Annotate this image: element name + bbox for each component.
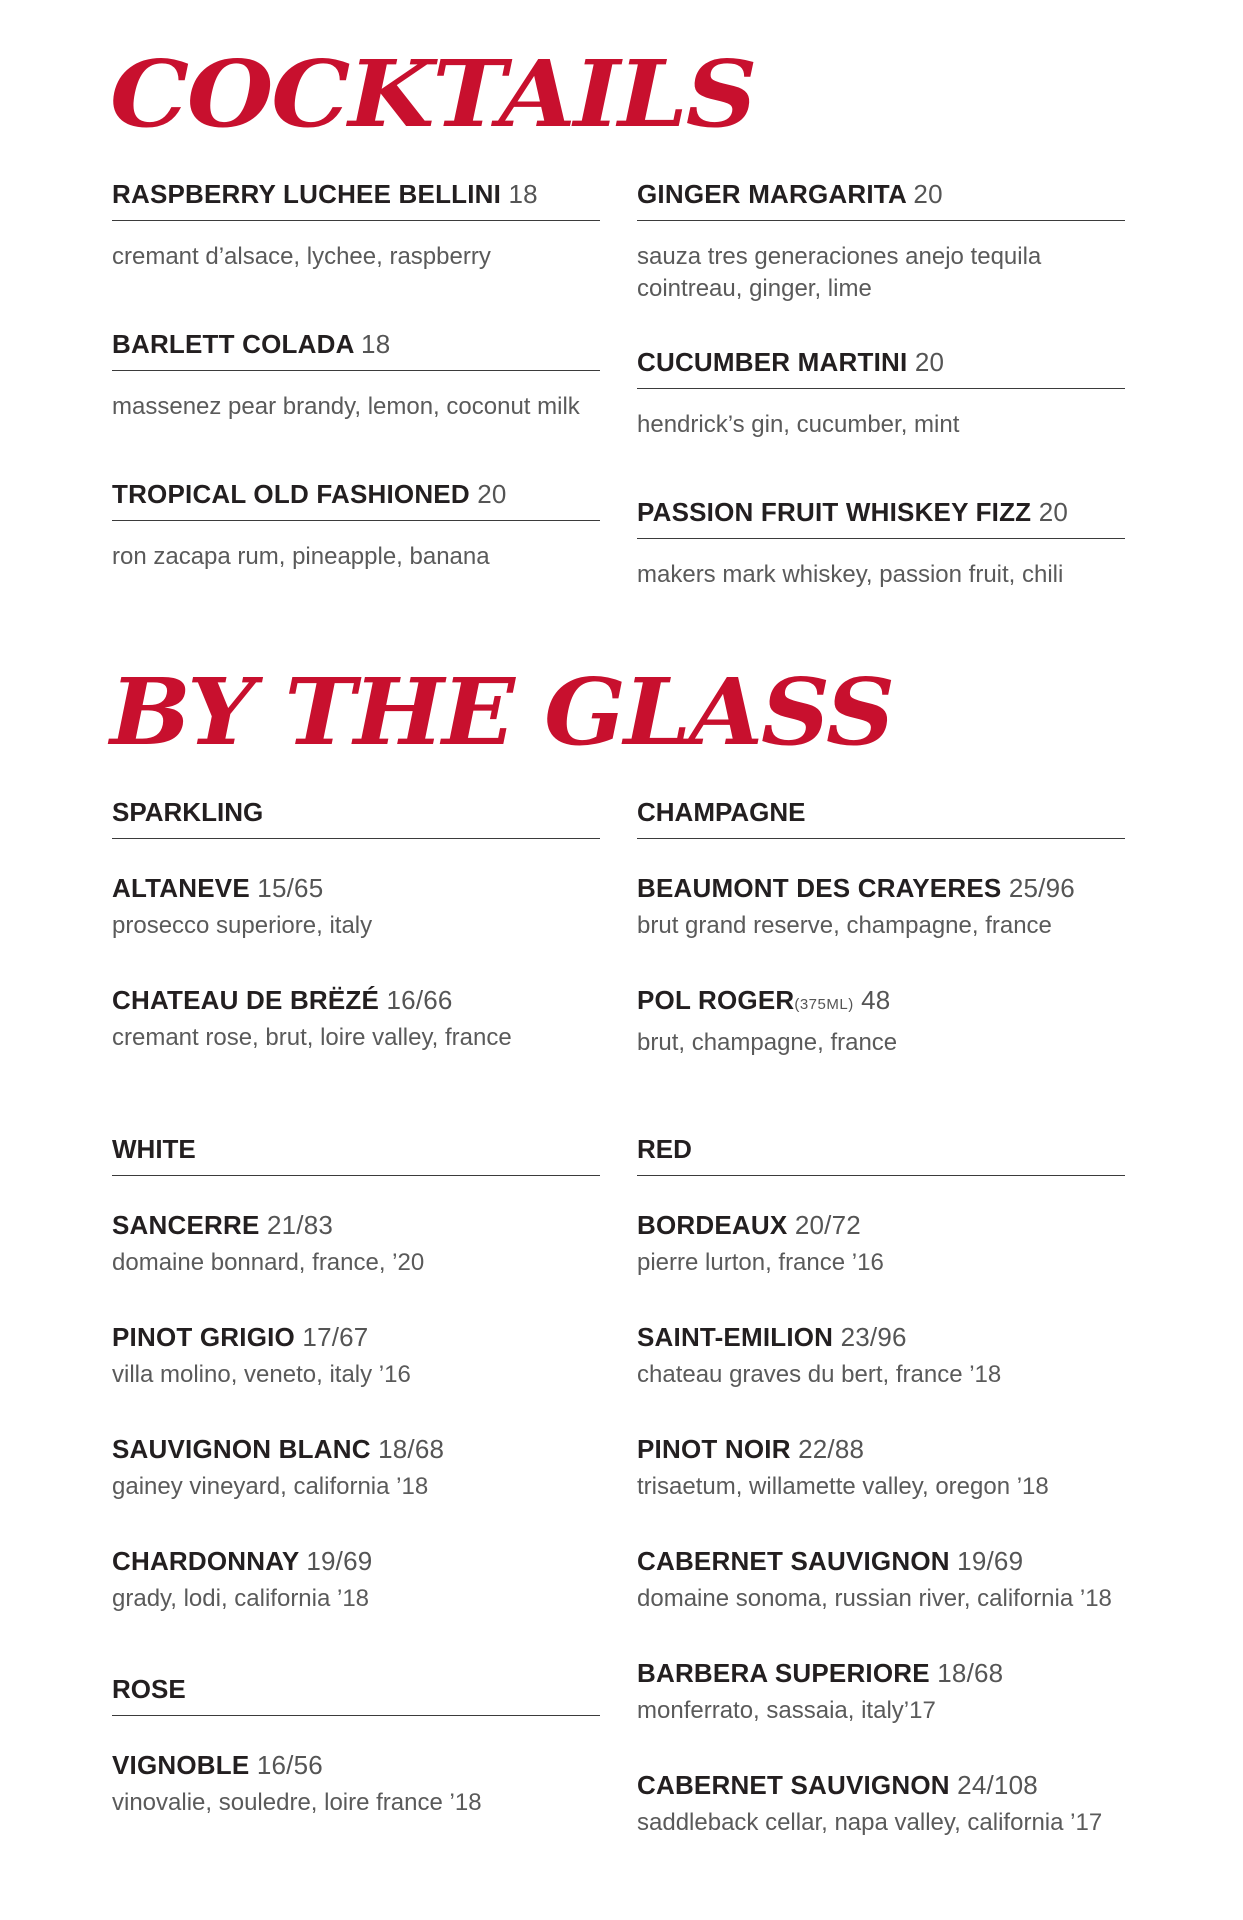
cocktail-description: sauza tres generaciones anejo tequila: [637, 243, 1042, 270]
divider: [637, 538, 1125, 539]
cocktail-description: makers mark whiskey, passion fruit, chili: [637, 561, 1064, 588]
wine-price: 15/65: [257, 873, 324, 903]
wine-description: vinovalie, souledre, loire france ’18: [112, 1789, 482, 1816]
wine-item: [637, 1769, 1125, 1839]
wine-name: PINOT GRIGIO: [112, 1322, 295, 1352]
wine-item: [637, 984, 1125, 1059]
wine-item: [637, 1209, 1125, 1279]
section-title: WHITE: [112, 1134, 196, 1164]
wine-description: chateau graves du bert, france ’18: [637, 1361, 1002, 1388]
divider: [637, 1175, 1125, 1176]
divider: [112, 838, 600, 839]
wine-name: CHARDONNAY: [112, 1546, 299, 1576]
cocktail-price: 20: [913, 179, 943, 209]
wine-name: SANCERRE: [112, 1210, 260, 1240]
cocktail-price: 20: [1038, 497, 1069, 527]
section-header: [112, 1673, 600, 1716]
wine-name: BARBERA SUPERIORE: [637, 1658, 930, 1688]
section-header: [637, 1133, 1125, 1176]
wine-description: brut grand reserve, champagne, france: [637, 912, 1052, 939]
wine-price: 16/66: [386, 985, 453, 1015]
wine-item: [637, 1433, 1125, 1503]
section-title: ROSE: [112, 1674, 186, 1704]
wine-name: CABERNET SAUVIGNON: [637, 1546, 950, 1576]
wine-item: [637, 1657, 1125, 1727]
cocktail-name: CUCUMBER MARTINI: [637, 347, 908, 377]
wine-description: monferrato, sassaia, italy’17: [637, 1697, 936, 1724]
divider: [112, 220, 600, 221]
wine-item: [112, 1321, 600, 1391]
wine-name: PINOT NOIR: [637, 1434, 791, 1464]
wine-description: domaine sonoma, russian river, california ’18: [637, 1585, 1112, 1612]
wine-name: VIGNOBLE: [112, 1750, 250, 1780]
wine-name: CHATEAU DE BRËZÉ: [112, 985, 380, 1015]
wine-description: pierre lurton, france ’16: [637, 1249, 884, 1276]
wine-price: 18/68: [937, 1658, 1004, 1688]
cocktail-description: hendrick’s gin, cucumber, mint: [637, 411, 960, 438]
divider: [112, 520, 600, 521]
section-title: SPARKLING: [112, 797, 264, 827]
wine-item: [112, 1749, 600, 1819]
divider: [112, 370, 600, 371]
cocktail-description-line2: cointreau, ginger, lime: [637, 275, 872, 302]
wine-description: saddleback cellar, napa valley, california ’17: [637, 1809, 1103, 1836]
cocktails-title: COCKTAILS: [110, 40, 756, 148]
cocktail-description: ron zacapa rum, pineapple, banana: [112, 543, 490, 570]
cocktail-description: massenez pear brandy, lemon, coconut milk: [112, 393, 580, 420]
wine-name: POL ROGER: [637, 985, 795, 1015]
wine-description: cremant rose, brut, loire valley, france: [112, 1024, 512, 1051]
wine-price: 23/96: [840, 1322, 907, 1352]
cocktail-item: [637, 178, 1125, 305]
wine-price: 25/96: [1008, 873, 1075, 903]
wine-item: [637, 1545, 1125, 1615]
wine-price: 22/88: [798, 1434, 865, 1464]
section-header: [637, 796, 1125, 839]
wine-price: 16/56: [256, 1750, 323, 1780]
wine-price: 17/67: [302, 1322, 369, 1352]
cocktail-description: cremant d’alsace, lychee, raspberry: [112, 243, 491, 270]
cocktail-item: [112, 178, 600, 273]
wine-price: 18/68: [378, 1434, 445, 1464]
divider: [637, 388, 1125, 389]
wine-name: SAINT-EMILION: [637, 1322, 834, 1352]
wine-item: [637, 872, 1125, 942]
section-header: [112, 796, 600, 839]
wine-description: domaine bonnard, france, ’20: [112, 1249, 425, 1276]
section-header: [112, 1133, 600, 1176]
wine-description: grady, lodi, california ’18: [112, 1585, 370, 1612]
cocktail-price: 20: [477, 479, 507, 509]
cocktail-name: PASSION FRUIT WHISKEY FIZZ: [637, 497, 1032, 527]
wine-price: 19/69: [957, 1546, 1024, 1576]
wine-price: 24/108: [957, 1770, 1038, 1800]
cocktail-name: RASPBERRY LUCHEE BELLINI: [112, 179, 502, 209]
wine-name: SAUVIGNON BLANC: [112, 1434, 371, 1464]
wine-name: CABERNET SAUVIGNON: [637, 1770, 950, 1800]
wine-item: [112, 1209, 600, 1279]
section-title: RED: [637, 1134, 692, 1164]
cocktail-item: [637, 346, 1125, 441]
wine-price: 48: [861, 985, 891, 1015]
wine-description: trisaetum, willamette valley, oregon ’18: [637, 1473, 1049, 1500]
divider: [112, 1175, 600, 1176]
cocktail-item: [112, 328, 600, 423]
divider: [637, 838, 1125, 839]
wine-description: brut, champagne, france: [637, 1029, 898, 1056]
wine-item: [112, 872, 600, 942]
cocktail-price: 18: [361, 329, 391, 359]
cocktail-name: BARLETT COLADA: [112, 329, 354, 359]
wine-description: prosecco superiore, italy: [112, 912, 373, 939]
wine-name: BEAUMONT DES CRAYERES: [637, 873, 1002, 903]
section-title: CHAMPAGNE: [637, 797, 806, 827]
cocktail-price: 18: [508, 179, 538, 209]
divider: [112, 1715, 600, 1716]
wine-item: [637, 1321, 1125, 1391]
cocktail-name: TROPICAL OLD FASHIONED: [112, 479, 470, 509]
wine-item: [112, 1545, 600, 1615]
wine-item: [112, 984, 600, 1054]
wine-price: 19/69: [306, 1546, 373, 1576]
cocktail-item: [112, 478, 600, 573]
cocktail-item: [637, 496, 1125, 591]
wine-item: [112, 1433, 600, 1503]
cocktail-name: GINGER MARGARITA: [637, 179, 906, 209]
wine-description: gainey vineyard, california ’18: [112, 1473, 429, 1500]
wine-name: ALTANEVE: [112, 873, 250, 903]
wine-description: villa molino, veneto, italy ’16: [112, 1361, 411, 1388]
bottle-size-note: (375ML): [794, 996, 854, 1013]
wine-price: 20/72: [794, 1210, 861, 1240]
cocktail-price: 20: [914, 347, 945, 377]
wine-price: 21/83: [266, 1210, 334, 1240]
by-the-glass-title: BY THE GLASS: [110, 658, 894, 766]
divider: [637, 220, 1125, 221]
wine-name: BORDEAUX: [637, 1210, 788, 1240]
